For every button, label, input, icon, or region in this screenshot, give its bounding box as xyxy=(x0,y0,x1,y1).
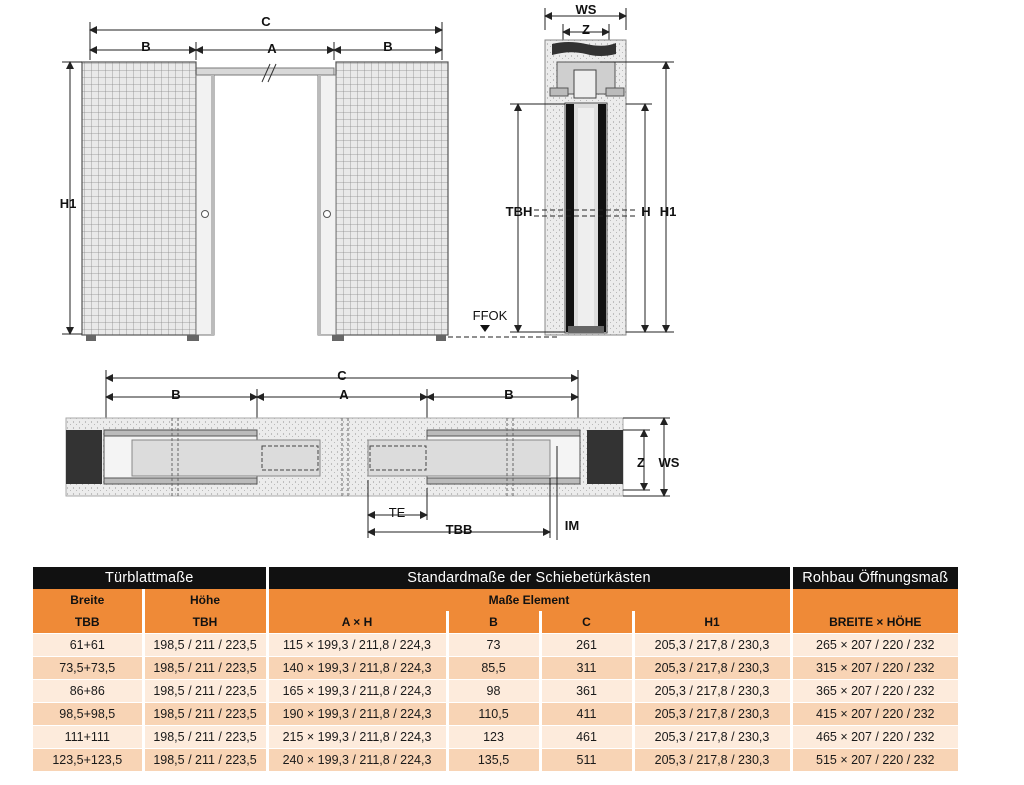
label-ws-plan: WS xyxy=(658,455,680,470)
subheader-b: B xyxy=(447,611,540,634)
label-a-plan: A xyxy=(339,387,349,402)
table-cell: 240 × 199,3 / 211,8 / 224,3 xyxy=(267,749,447,772)
label-h1-front: H1 xyxy=(59,196,77,211)
label-im: IM xyxy=(564,518,580,533)
label-ffok: FFOK xyxy=(472,308,508,323)
table-cell: 198,5 / 211 / 223,5 xyxy=(143,680,267,703)
table-cell: 198,5 / 211 / 223,5 xyxy=(143,749,267,772)
subheader-masse-element: Maße Element xyxy=(267,589,791,611)
table-cell: 98,5+98,5 xyxy=(33,703,143,726)
table-cell: 123 xyxy=(447,726,540,749)
table-cell: 411 xyxy=(540,703,633,726)
label-b-front-left: B xyxy=(141,39,151,54)
table-cell: 115 × 199,3 / 211,8 / 224,3 xyxy=(267,634,447,657)
subheader-breite-hoehe: BREITE × HÖHE xyxy=(791,611,958,634)
table-row xyxy=(33,703,958,726)
table-cell: 73,5+73,5 xyxy=(33,657,143,680)
label-b-plan-right: B xyxy=(504,387,514,402)
table-cell: 135,5 xyxy=(447,749,540,772)
dimension-table xyxy=(33,567,958,771)
label-a-front: A xyxy=(267,41,277,56)
table-cell: 465 × 207 / 220 / 232 xyxy=(791,726,958,749)
table-cell: 190 × 199,3 / 211,8 / 224,3 xyxy=(267,703,447,726)
group-header-standard-dimensions: Standardmaße der Schiebetürkästen xyxy=(267,567,791,589)
table-cell: 73 xyxy=(447,634,540,657)
table-cell: 205,3 / 217,8 / 230,3 xyxy=(633,657,791,680)
table-cell: 515 × 207 / 220 / 232 xyxy=(791,749,958,772)
label-h1-side: H1 xyxy=(659,204,677,219)
subheader-c: C xyxy=(540,611,633,634)
table-cell: 461 xyxy=(540,726,633,749)
front-elevation xyxy=(60,14,560,341)
subheader-tbb: TBB xyxy=(33,611,143,634)
side-section xyxy=(506,2,677,335)
label-b-front-right: B xyxy=(383,39,393,54)
table-row xyxy=(33,634,958,657)
table-cell: 215 × 199,3 / 211,8 / 224,3 xyxy=(267,726,447,749)
table-cell: 123,5+123,5 xyxy=(33,749,143,772)
table-cell: 365 × 207 / 220 / 232 xyxy=(791,680,958,703)
plan-view xyxy=(66,368,680,540)
table-cell: 511 xyxy=(540,749,633,772)
label-tbb: TBB xyxy=(445,522,473,537)
table-cell: 198,5 / 211 / 223,5 xyxy=(143,657,267,680)
table-cell: 140 × 199,3 / 211,8 / 224,3 xyxy=(267,657,447,680)
label-te: TE xyxy=(388,505,406,520)
table-cell: 205,3 / 217,8 / 230,3 xyxy=(633,634,791,657)
table-cell: 265 × 207 / 220 / 232 xyxy=(791,634,958,657)
table-cell: 98 xyxy=(447,680,540,703)
table-cell: 415 × 207 / 220 / 232 xyxy=(791,703,958,726)
table-cell: 205,3 / 217,8 / 230,3 xyxy=(633,680,791,703)
table-cell: 111+111 xyxy=(33,726,143,749)
table-cell: 198,5 / 211 / 223,5 xyxy=(143,726,267,749)
label-h-side: H xyxy=(641,204,651,219)
table-cell: 198,5 / 211 / 223,5 xyxy=(143,634,267,657)
label-c-front: C xyxy=(261,14,271,29)
table-cell: 165 × 199,3 / 211,8 / 224,3 xyxy=(267,680,447,703)
table-cell: 315 × 207 / 220 / 232 xyxy=(791,657,958,680)
subheader-h1: H1 xyxy=(633,611,791,634)
table-row xyxy=(33,680,958,703)
subheader-breite: Breite xyxy=(33,589,143,611)
subheader-tbh: TBH xyxy=(143,611,267,634)
label-b-plan-left: B xyxy=(171,387,181,402)
table-row xyxy=(33,749,958,772)
table-cell: 205,3 / 217,8 / 230,3 xyxy=(633,703,791,726)
table-cell: 205,3 / 217,8 / 230,3 xyxy=(633,749,791,772)
subheader-axh: A × H xyxy=(267,611,447,634)
label-tbh: TBH xyxy=(505,204,533,219)
group-header-rough-opening: Rohbau Öffnungsmaß xyxy=(791,567,958,589)
subheader-hoehe: Höhe xyxy=(143,589,267,611)
table-cell: 110,5 xyxy=(447,703,540,726)
label-c-plan: C xyxy=(337,368,347,383)
table-row xyxy=(33,657,958,680)
table-cell: 311 xyxy=(540,657,633,680)
label-z-side: Z xyxy=(582,22,590,37)
table-cell: 61+61 xyxy=(33,634,143,657)
table-cell: 86+86 xyxy=(33,680,143,703)
table-row xyxy=(33,726,958,749)
table-cell: 261 xyxy=(540,634,633,657)
table-cell: 361 xyxy=(540,680,633,703)
table-cell: 198,5 / 211 / 223,5 xyxy=(143,703,267,726)
label-ws-side: WS xyxy=(575,2,597,17)
table-cell: 85,5 xyxy=(447,657,540,680)
label-z-plan: Z xyxy=(637,455,645,470)
group-header-door-leaf: Türblattmaße xyxy=(33,567,267,589)
table-cell: 205,3 / 217,8 / 230,3 xyxy=(633,726,791,749)
